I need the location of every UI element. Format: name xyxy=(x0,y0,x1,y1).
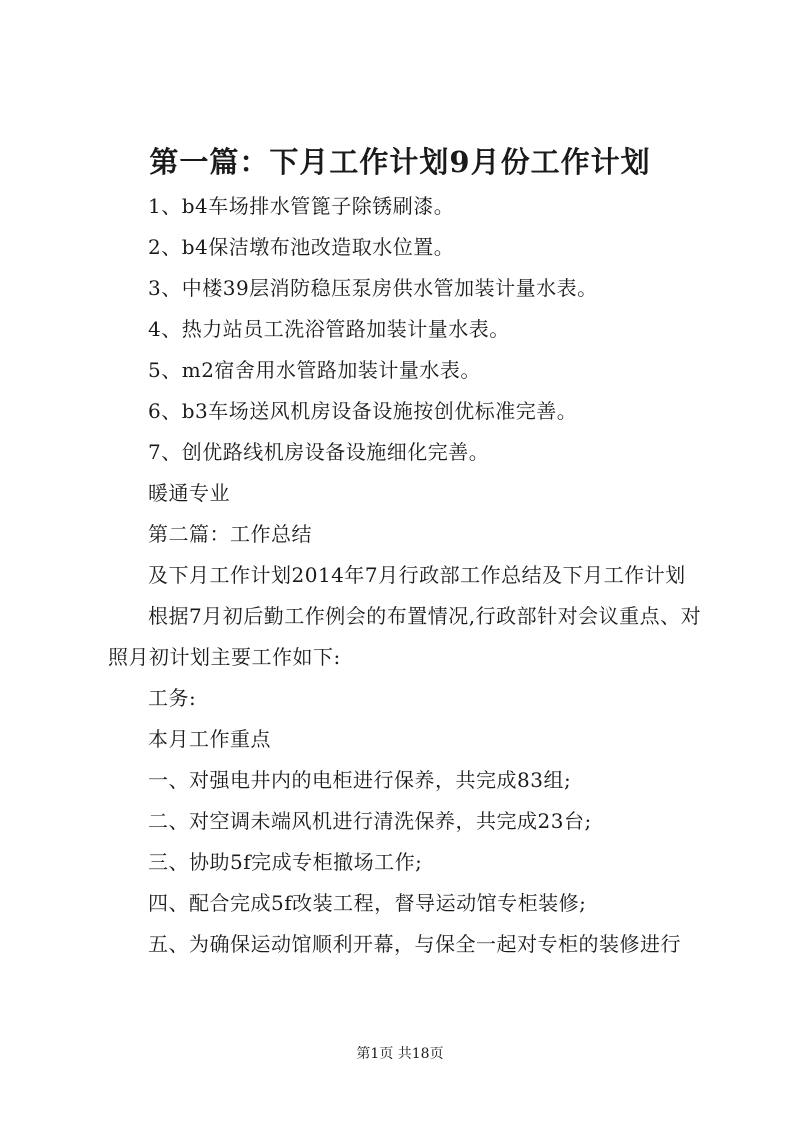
paragraph: 2、b4保洁墩布池改造取水位置。 xyxy=(148,235,455,259)
paragraph: 五、为确保运动馆顺利开幕，与保全一起对专柜的装修进行 xyxy=(148,932,681,956)
paragraph: 5、m2宿舍用水管路加装计量水表。 xyxy=(148,358,481,382)
paragraph: 根据7月初后勤工作例会的布置情况,行政部针对会议重点、对照月初计划主要工作如下: xyxy=(108,604,702,669)
paragraph: 4、热力站员工洗浴管路加装计量水表。 xyxy=(148,317,510,341)
section-heading: 工务: xyxy=(148,686,197,710)
paragraph: 6、b3车场送风机房设备设施按创优标准完善。 xyxy=(148,399,578,423)
page-footer: 第1页 共18页 xyxy=(356,1046,444,1062)
paragraph: 一、对强电井内的电柜进行保养，共完成83组; xyxy=(148,768,572,792)
section-heading: 暖通专业 xyxy=(148,481,230,505)
document-title: 第一篇：下月工作计划9月份工作计划 xyxy=(149,145,651,179)
paragraph: 7、创优路线机房设备设施细化完善。 xyxy=(148,440,490,464)
paragraph: 及下月工作计划2014年7月行政部工作总结及下月工作计划 xyxy=(148,563,686,587)
paragraph: 1、b4车场排水管篦子除锈刷漆。 xyxy=(148,194,455,218)
section-heading: 本月工作重点 xyxy=(148,727,271,751)
section-heading: 第二篇：工作总结 xyxy=(148,522,312,546)
paragraph: 3、中楼39层消防稳压泵房供水管加装计量水表。 xyxy=(148,276,598,300)
document-body xyxy=(108,186,708,965)
paragraph: 四、配合完成5f改装工程，督导运动馆专柜装修; xyxy=(148,891,587,915)
paragraph: 二、对空调未端风机进行清洗保养，共完成23台; xyxy=(148,809,592,833)
paragraph: 三、协助5f完成专柜撤场工作; xyxy=(148,850,423,874)
